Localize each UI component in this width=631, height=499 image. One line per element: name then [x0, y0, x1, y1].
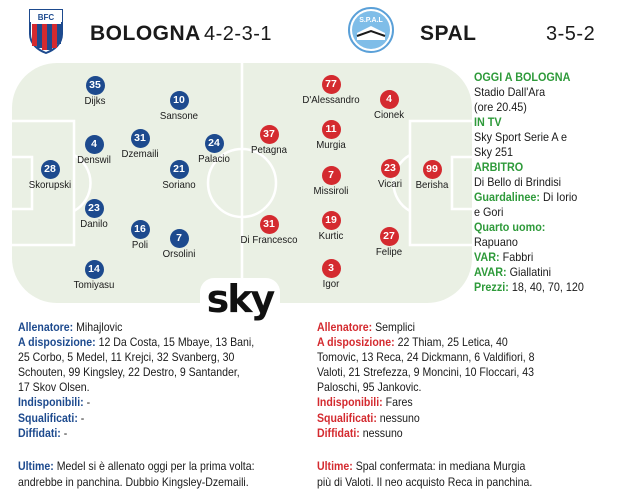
player-number: 11 — [322, 120, 341, 139]
away-lineup-details — [317, 320, 617, 441]
linesmen-b: e Gori — [474, 205, 504, 219]
ultime-line: Spal confermata: in mediana Murgia — [355, 459, 526, 473]
avar-label: AVAR: — [474, 265, 507, 279]
player-name: Danilo — [80, 218, 108, 230]
referee-name: Di Bello di Brindisi — [474, 175, 562, 189]
away-latest-news — [317, 459, 622, 490]
player-number: 37 — [260, 125, 279, 144]
away-crest — [347, 6, 395, 54]
warned-label: Diffidati: — [18, 425, 61, 440]
player-name: Vicari — [377, 178, 402, 190]
fourth-official-label: Quarto uomo: — [474, 220, 546, 234]
player-name: D'Alessandro — [302, 94, 360, 106]
player-number: 3 — [322, 259, 341, 278]
var-name: Fabbri — [502, 250, 534, 264]
var-label: VAR: — [474, 250, 500, 264]
suspended-label: Squalificati: — [317, 410, 377, 425]
player-number: 31 — [260, 215, 279, 234]
tv-line: Sky 251 — [474, 145, 514, 159]
away-coach-row — [317, 320, 581, 335]
home-unavailable-row — [18, 395, 282, 410]
warned-label: Diffidati: — [317, 425, 360, 440]
player-number: 4 — [380, 90, 399, 109]
player-number: 99 — [423, 160, 442, 179]
fourth-official-name: Rapuano — [474, 235, 518, 249]
unavailable-label: Indisponibili: — [317, 395, 383, 410]
home-warned-row — [18, 426, 282, 441]
player-number: 14 — [85, 260, 104, 279]
player-number: 35 — [86, 76, 105, 95]
bench-line: Valoti, 21 Strefezza, 9 Moncini, 10 Floccari, 43 — [317, 365, 534, 380]
player-number: 21 — [170, 160, 189, 179]
home-crest-text: BFC — [37, 13, 55, 22]
tv-label: IN TV — [474, 115, 502, 129]
player-number: 23 — [85, 199, 104, 218]
player-name: Dijks — [84, 95, 106, 107]
suspended-label: Squalificati: — [18, 410, 78, 425]
venue-label: OGGI A BOLOGNA — [474, 70, 571, 84]
home-formation: 4-2-3-1 — [204, 23, 272, 45]
ultime-line: Medel si è allenato oggi per la prima volta: — [56, 459, 255, 473]
sky-logo-text: sky — [206, 277, 274, 321]
bench-line: Tomovic, 13 Reca, 24 Dickmann, 6 Valdifiori, 8 — [317, 350, 535, 365]
coach-label: Allenatore: — [18, 320, 74, 334]
referee-label: ARBITRO — [474, 160, 524, 174]
bench-line: 22 Thiam, 25 Letica, 40 — [397, 335, 508, 350]
coach-name: Mihajlovic — [76, 320, 123, 334]
bench-line: 12 Da Costa, 15 Mbaye, 13 Bani, — [98, 335, 255, 350]
away-formation: 3-5-2 — [546, 23, 596, 45]
player-number: 19 — [322, 211, 341, 230]
home-coach-row — [18, 320, 282, 335]
player-number: 10 — [170, 91, 189, 110]
player-number: 28 — [41, 160, 60, 179]
suspended-value: nessuno — [379, 410, 420, 425]
player-name: Murgia — [316, 139, 346, 151]
venue-line: Stadio Dall'Ara — [474, 85, 546, 99]
ultime-row — [18, 459, 286, 475]
linesmen-label: Guardalinee: — [474, 190, 541, 204]
player-name: Tomiyasu — [73, 279, 115, 291]
warned-value: nessuno — [362, 425, 403, 440]
tv-line: Sky Sport Serie A e — [474, 130, 568, 144]
player-name: Petagna — [251, 144, 287, 156]
unavailable-value: - — [86, 395, 91, 410]
player-name: Skorupski — [28, 179, 72, 191]
away-unavailable-row — [317, 395, 581, 410]
player-name: Kurtic — [318, 230, 344, 242]
player-name: Denswil — [77, 154, 111, 166]
venue-line: (ore 20.45) — [474, 100, 527, 114]
player-name: Di Francesco — [240, 234, 298, 246]
home-lineup-details — [18, 320, 318, 441]
player-name: Berisha — [415, 179, 449, 191]
player-name: Felipe — [375, 246, 403, 258]
player-number: 27 — [380, 227, 399, 246]
player-name: Dzemaili — [121, 148, 159, 160]
player-number: 4 — [85, 135, 104, 154]
bench-line: Schouten, 99 Kingsley, 22 Destro, 9 Santander, — [18, 365, 240, 380]
warned-value: - — [63, 425, 68, 440]
prices-row — [474, 280, 614, 295]
player-name: Poli — [131, 239, 149, 251]
player-number: 16 — [131, 220, 150, 239]
away-bench-row — [317, 335, 581, 350]
home-suspended-row — [18, 411, 282, 426]
bench-label: A disposizione: — [18, 335, 96, 350]
home-crest — [26, 8, 66, 54]
away-team-name: SPAL — [420, 22, 477, 45]
bench-line: 25 Corbo, 5 Medel, 11 Krejci, 32 Svanberg, 30 — [18, 350, 235, 365]
player-number: 7 — [170, 229, 189, 248]
home-team-name: BOLOGNA — [90, 22, 201, 45]
player-name: Missiroli — [313, 185, 349, 197]
player-number: 7 — [322, 166, 341, 185]
unavailable-value: Fares — [385, 395, 413, 410]
away-warned-row — [317, 426, 581, 441]
avar-row — [474, 265, 614, 280]
away-crest-text: S.P.A.L — [359, 17, 383, 24]
ultime-line: più di Valoti. Il neo acquisto Reca in panchina. — [317, 474, 533, 489]
ultime-label: Ultime: — [317, 459, 353, 473]
coach-name: Semplici — [375, 320, 416, 334]
avar-name: Giallatini — [509, 265, 552, 279]
var-row — [474, 250, 614, 265]
suspended-value: - — [80, 410, 85, 425]
player-number: 77 — [322, 75, 341, 94]
player-name: Orsolini — [162, 248, 196, 260]
player-name: Soriano — [162, 179, 196, 191]
player-number: 24 — [205, 134, 224, 153]
prices-label: Prezzi: — [474, 280, 509, 294]
match-info — [474, 70, 629, 295]
unavailable-label: Indisponibili: — [18, 395, 84, 410]
prices-value: 18, 40, 70, 120 — [511, 280, 584, 294]
linesmen-row — [474, 190, 614, 205]
linesmen-a: Di Iorio — [543, 190, 578, 204]
player-number: 31 — [131, 129, 150, 148]
ultime-row — [317, 459, 585, 475]
coach-label: Allenatore: — [317, 320, 373, 334]
player-name: Igor — [322, 278, 340, 290]
bench-line: Paloschi, 95 Jankovic. — [317, 380, 422, 395]
player-name: Palacio — [198, 153, 230, 165]
ultime-line: andrebbe in panchina. Dubbio Kingsley-Dzemaili. — [18, 474, 249, 489]
bench-line: 17 Skov Olsen. — [18, 380, 90, 395]
home-bench-row — [18, 335, 282, 350]
ultime-label: Ultime: — [18, 459, 54, 473]
home-latest-news — [18, 459, 323, 490]
player-name: Cionek — [373, 109, 405, 121]
pitch — [12, 63, 472, 303]
player-number: 23 — [381, 159, 400, 178]
bench-label: A disposizione: — [317, 335, 395, 350]
player-name: Sansone — [159, 110, 199, 122]
away-suspended-row — [317, 411, 581, 426]
